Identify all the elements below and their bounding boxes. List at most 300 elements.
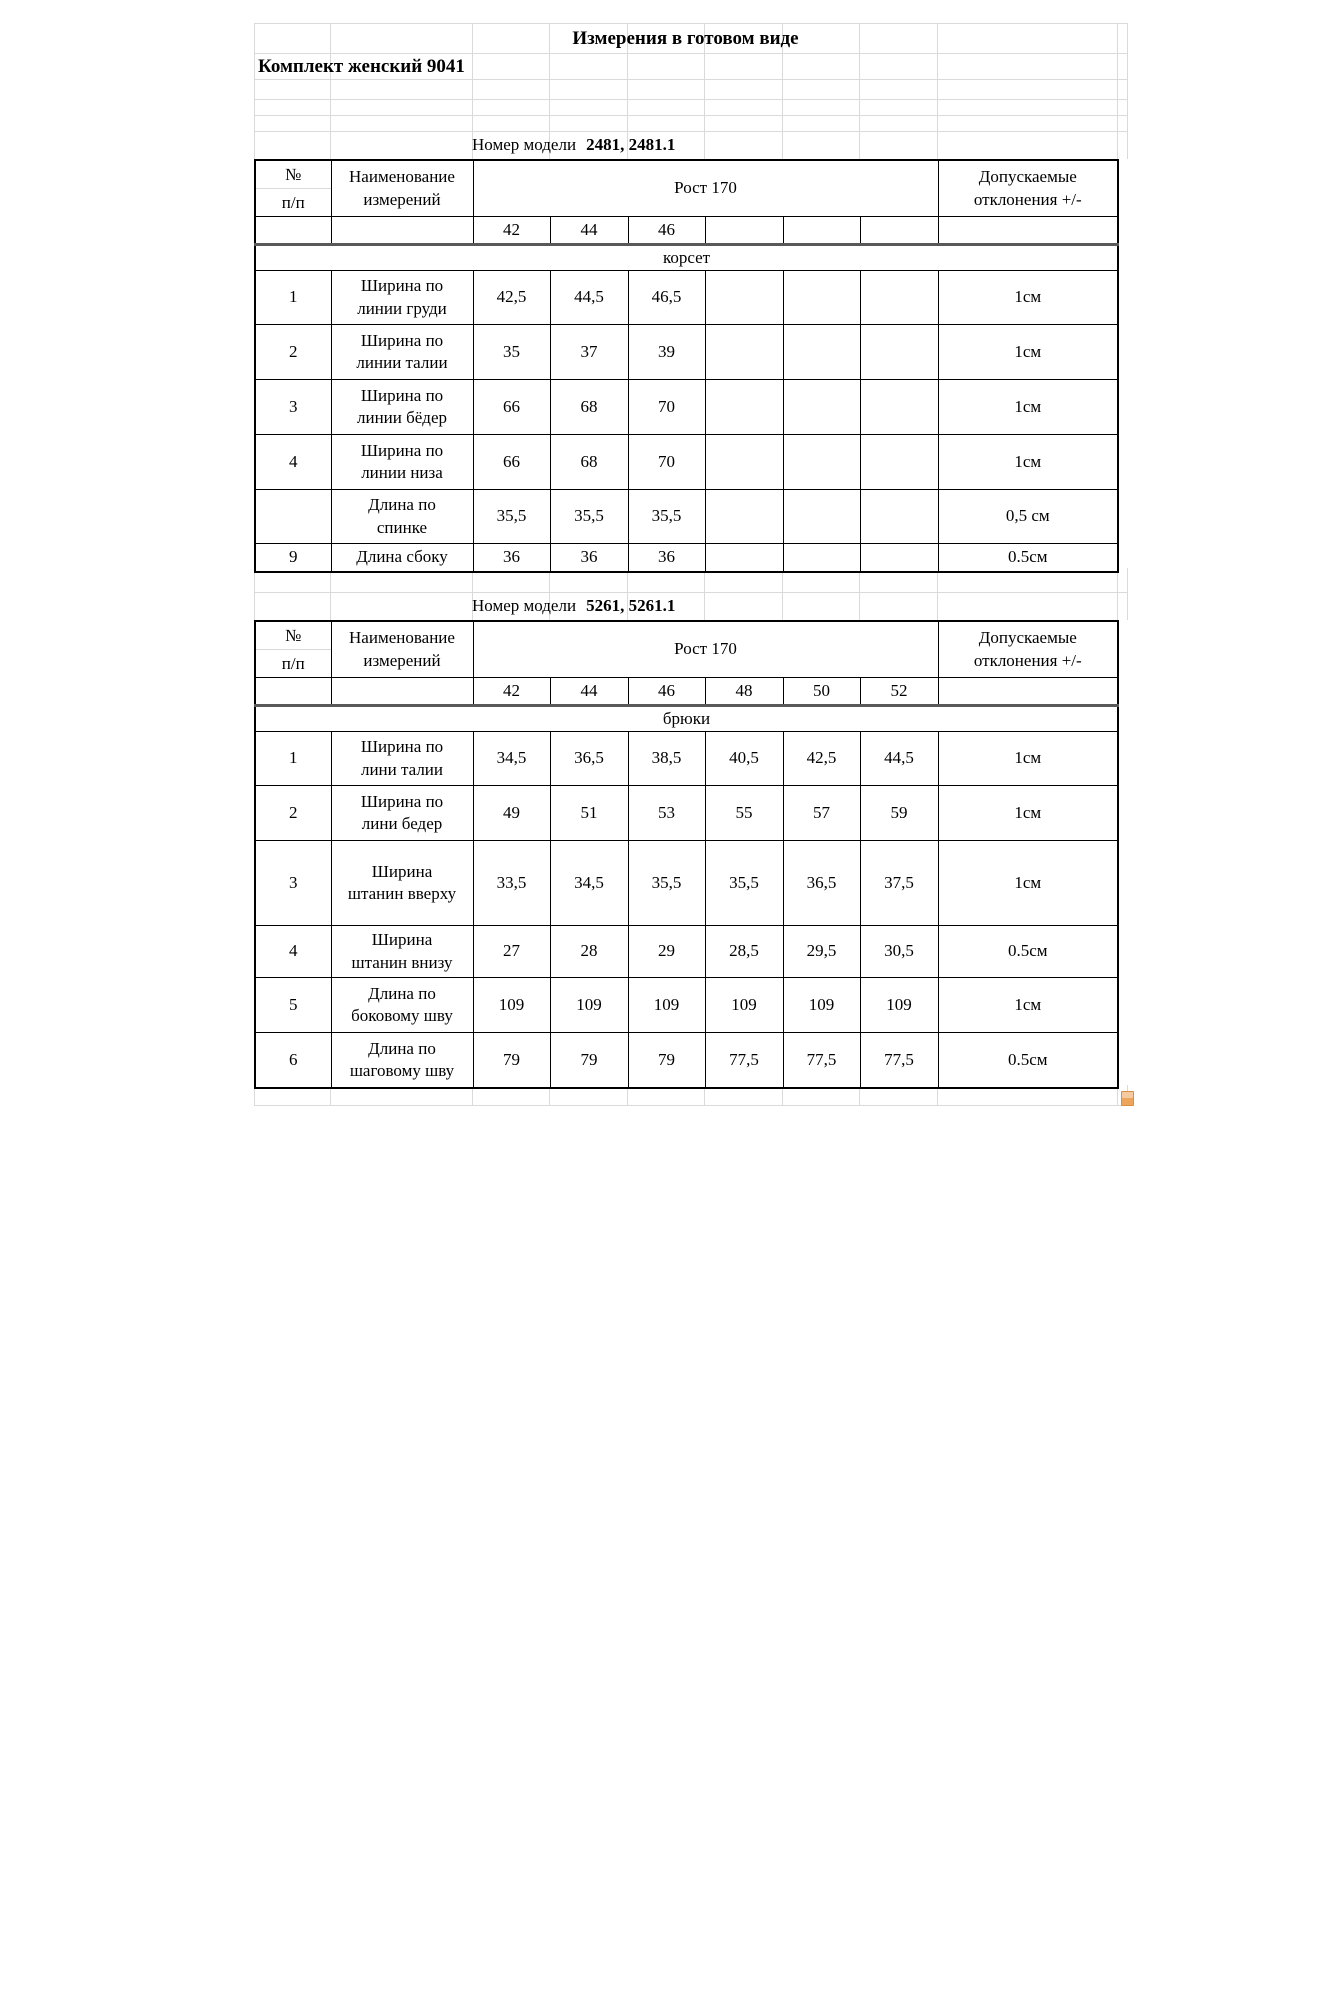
measurement-value-cell[interactable]: [783, 1033, 860, 1088]
measurement-value-cell-text: 39: [658, 341, 675, 361]
measurement-value-cell[interactable]: [860, 435, 938, 490]
grid-line: [937, 568, 938, 620]
measurement-value-cell[interactable]: [705, 380, 783, 435]
grid-line: [254, 79, 1127, 80]
measurement-value-cell[interactable]: [783, 732, 860, 786]
measurement-label-cell-text: штанин внизу: [351, 952, 453, 972]
row-number-cell-text: 4: [289, 941, 298, 961]
measurement-value-cell[interactable]: [860, 978, 938, 1033]
col-header-name-line2: измерений: [363, 189, 441, 209]
size-header-cell[interactable]: [783, 217, 860, 245]
grid-line: [254, 23, 1127, 24]
tolerance-value-cell-text: 1см: [1014, 802, 1042, 822]
measurement-value-cell[interactable]: [628, 732, 705, 786]
col-header-growth[interactable]: Рост 170: [473, 160, 938, 217]
tolerance-value-cell[interactable]: [938, 380, 1118, 435]
measurement-value-cell-text: 35: [503, 341, 520, 361]
measurement-table-corset: [254, 159, 1119, 573]
measurement-value-cell-text: 35,5: [651, 872, 682, 892]
tolerance-value-cell[interactable]: [938, 926, 1118, 978]
measurement-value-cell-text: 77,5: [806, 1049, 837, 1069]
row-number-cell[interactable]: [255, 978, 331, 1033]
measurement-label-cell-text: Ширина по: [360, 276, 444, 296]
table-row: [255, 435, 1118, 490]
measurement-value-cell-text: 34,5: [574, 872, 604, 892]
measurement-value-cell-text: 68: [580, 451, 598, 471]
table-row: [255, 978, 1118, 1033]
empty-cell[interactable]: [255, 678, 331, 706]
section-row: [255, 245, 1118, 271]
measurement-value-cell[interactable]: [473, 841, 550, 926]
tolerance-value-cell[interactable]: [938, 786, 1118, 841]
measurement-value-cell-text: 66: [503, 396, 520, 416]
measurement-value-cell[interactable]: [705, 841, 783, 926]
table-row: [255, 786, 1118, 841]
measurement-value-cell-text: 44,5: [884, 748, 914, 768]
measurement-value-cell[interactable]: [473, 544, 550, 572]
row-number-cell[interactable]: [255, 786, 331, 841]
grid-line: [1127, 568, 1128, 620]
measurement-value-cell[interactable]: [860, 325, 938, 380]
measurement-value-cell[interactable]: [860, 732, 938, 786]
measurement-value-cell[interactable]: [473, 325, 550, 380]
measurement-value-cell-text: 29: [658, 941, 675, 961]
col-header-tolerance[interactable]: [938, 621, 1118, 678]
measurement-value-cell[interactable]: [860, 926, 938, 978]
row-number-cell[interactable]: [255, 841, 331, 926]
measurement-label-cell[interactable]: [331, 978, 473, 1033]
grid-line: [1117, 568, 1118, 620]
measurement-value-cell[interactable]: [860, 786, 938, 841]
grid-line: [704, 568, 705, 620]
measurement-value-cell[interactable]: [550, 380, 628, 435]
empty-cell[interactable]: [331, 678, 473, 706]
size-header-cell-text: 50: [813, 680, 830, 700]
tolerance-value-cell[interactable]: [938, 1033, 1118, 1088]
size-header-cell-text: 52: [890, 680, 908, 700]
tolerance-value-cell[interactable]: [938, 435, 1118, 490]
row-number-cell[interactable]: [255, 1033, 331, 1088]
measurement-value-cell[interactable]: [473, 978, 550, 1033]
empty-cell[interactable]: [255, 217, 331, 245]
tolerance-value-cell-text: 1см: [1014, 994, 1042, 1014]
measurement-label-cell-text: линии бёдер: [356, 408, 447, 427]
row-number-cell-text: 2: [289, 341, 298, 361]
row-number-cell-text: 3: [289, 872, 298, 892]
section-row: [255, 706, 1118, 732]
measurement-value-cell-text: 55: [735, 802, 753, 822]
row-number-cell[interactable]: [255, 325, 331, 380]
measurement-value-cell-text: 36,5: [806, 872, 837, 892]
row-number-cell-text: 6: [289, 1049, 298, 1069]
size-header-cell-text: 46: [658, 680, 675, 700]
measurement-value-cell[interactable]: [628, 380, 705, 435]
col-header-tolerance[interactable]: [938, 160, 1118, 217]
table-row: [255, 926, 1118, 978]
measurement-label-cell-text: боковому шву: [351, 1006, 453, 1025]
measurement-value-cell-text: 57: [813, 802, 830, 822]
measurement-label-cell-text: лини талии: [360, 759, 444, 779]
measurement-label-cell[interactable]: [331, 841, 473, 926]
grid-line: [782, 568, 783, 620]
measurement-value-cell[interactable]: [473, 926, 550, 978]
measurement-value-cell-text: 79: [503, 1049, 520, 1069]
grid-line: [254, 592, 1127, 593]
measurement-value-cell-text: 36: [503, 547, 520, 567]
measurement-table-trousers: [254, 620, 1119, 1089]
measurement-value-cell[interactable]: [628, 926, 705, 978]
size-header-cell[interactable]: [705, 678, 783, 706]
measurement-value-cell[interactable]: [783, 786, 860, 841]
model-label: Номер модели: [472, 135, 577, 154]
measurement-value-cell-text: 109: [886, 994, 912, 1014]
measurement-value-cell-text: 66: [503, 451, 520, 471]
col-header-name[interactable]: [331, 621, 473, 678]
measurement-value-cell[interactable]: [628, 325, 705, 380]
measurement-value-cell-text: 70: [658, 396, 675, 416]
measurement-label-cell-text: Длина по: [368, 983, 436, 1003]
size-header-cell[interactable]: [860, 678, 938, 706]
table-row: [255, 732, 1118, 786]
measurement-value-cell[interactable]: [783, 435, 860, 490]
measurement-value-cell[interactable]: [628, 271, 705, 325]
grid-line: [254, 115, 1127, 116]
table-row: [255, 271, 1118, 325]
measurement-value-cell-text: 35,5: [574, 506, 604, 526]
measurement-value-cell[interactable]: [628, 435, 705, 490]
grid-line: [859, 568, 860, 620]
measurement-label-cell-text: Ширина: [371, 930, 433, 950]
object-anchor-icon[interactable]: [1121, 1091, 1134, 1106]
measurement-value-cell-text: 109: [653, 994, 680, 1014]
model-number: 5261, 5261.1: [586, 596, 676, 615]
size-header-cell[interactable]: [473, 678, 550, 706]
col-header-name-line2: измерений: [363, 650, 441, 670]
col-header-num[interactable]: [255, 621, 331, 678]
measurement-label-cell-text: штанин вверху: [347, 884, 457, 903]
measurement-label-cell[interactable]: [331, 271, 473, 325]
measurement-value-cell[interactable]: [860, 380, 938, 435]
size-header-cell[interactable]: [550, 217, 628, 245]
tolerance-value-cell-text: 0.5см: [1008, 1049, 1048, 1069]
measurement-value-cell[interactable]: [860, 1033, 938, 1088]
col-header-tolerance-line2: отклонения +/-: [973, 189, 1082, 209]
grid-line: [254, 99, 1127, 100]
measurement-value-cell[interactable]: [550, 1033, 628, 1088]
measurement-value-cell[interactable]: [550, 732, 628, 786]
table-row: [255, 490, 1118, 544]
col-header-tolerance-line1: Допускаемые: [978, 628, 1077, 648]
section-header-cell[interactable]: корсет: [255, 245, 1118, 271]
measurement-label-cell-text: шаговому шву: [349, 1060, 455, 1080]
measurement-label-cell[interactable]: [331, 380, 473, 435]
measurement-value-cell[interactable]: [473, 732, 550, 786]
measurement-label-cell-text: Ширина по: [360, 330, 444, 350]
measurement-label-cell[interactable]: [331, 926, 473, 978]
col-header-growth[interactable]: Рост 170: [473, 621, 938, 678]
measurement-value-cell[interactable]: [550, 325, 628, 380]
col-header-num-line2: п/п: [281, 193, 305, 212]
measurement-value-cell[interactable]: [783, 544, 860, 572]
model-number-row-2[interactable]: [472, 594, 675, 618]
section-header-cell[interactable]: брюки: [255, 706, 1118, 732]
measurement-value-cell[interactable]: [550, 841, 628, 926]
measurement-value-cell[interactable]: [705, 435, 783, 490]
measurement-value-cell[interactable]: [550, 786, 628, 841]
size-header-cell[interactable]: [628, 217, 705, 245]
size-header-cell-text: 48: [735, 680, 753, 700]
sizes-row: [255, 678, 1118, 706]
measurement-value-cell[interactable]: [550, 490, 628, 544]
size-header-cell-text: 42: [503, 680, 520, 700]
row-number-cell[interactable]: [255, 271, 331, 325]
sheet-title-cell[interactable]: Измерения в готовом виде: [572, 28, 799, 49]
measurement-value-cell[interactable]: [550, 978, 628, 1033]
measurement-value-cell-text: 109: [808, 994, 835, 1014]
header-row: [255, 621, 1118, 678]
size-header-cell[interactable]: [705, 217, 783, 245]
measurement-value-cell-text: 46,5: [651, 287, 682, 307]
tolerance-value-cell-text: 0.5см: [1008, 941, 1048, 961]
tolerance-value-cell-text: 1см: [1014, 396, 1042, 416]
sizes-tolerance-cell[interactable]: [938, 217, 1118, 245]
model-number-row-1[interactable]: [472, 133, 675, 157]
sizes-tolerance-cell[interactable]: [938, 678, 1118, 706]
measurement-label-cell-text: линии груди: [357, 298, 447, 318]
col-header-num[interactable]: [255, 160, 331, 217]
measurement-value-cell-text: 36: [658, 547, 675, 567]
measurement-label-cell-text: линии низа: [361, 463, 443, 482]
measurement-value-cell[interactable]: [705, 786, 783, 841]
measurement-label-cell-text: Длина по: [368, 1038, 436, 1058]
size-header-cell-text: 42: [503, 219, 520, 239]
size-header-cell[interactable]: [783, 678, 860, 706]
measurement-value-cell[interactable]: [783, 978, 860, 1033]
row-number-cell-text: 3: [289, 396, 298, 416]
row-number-cell[interactable]: [255, 490, 331, 544]
measurement-value-cell[interactable]: [705, 271, 783, 325]
measurement-label-cell-text: Ширина по: [360, 791, 444, 811]
measurement-value-cell[interactable]: [473, 435, 550, 490]
measurement-value-cell-text: 51: [580, 802, 598, 822]
measurement-value-cell-text: 42,5: [806, 748, 837, 768]
model-number: 2481, 2481.1: [586, 135, 676, 154]
measurement-label-cell-text: Длина сбоку: [356, 547, 448, 567]
measurement-value-cell-text: 77,5: [729, 1049, 759, 1069]
measurement-label-cell[interactable]: [331, 1033, 473, 1088]
col-header-tolerance-line1: Допускаемые: [978, 167, 1077, 187]
measurement-value-cell[interactable]: [705, 325, 783, 380]
measurement-label-cell[interactable]: [331, 544, 473, 572]
grid-line: [254, 131, 1127, 132]
measurement-value-cell-text: 34,5: [496, 748, 527, 768]
sizes-row: [255, 217, 1118, 245]
measurement-value-cell-text: 35,5: [496, 506, 527, 526]
measurement-value-cell[interactable]: [860, 490, 938, 544]
measurement-value-cell[interactable]: [705, 1033, 783, 1088]
row-number-cell[interactable]: [255, 926, 331, 978]
measurement-value-cell-text: 109: [576, 994, 602, 1014]
tolerance-value-cell-text: 1см: [1014, 341, 1042, 361]
grid-line: [254, 568, 255, 620]
measurement-value-cell[interactable]: [705, 926, 783, 978]
measurement-value-cell-text: 28: [580, 941, 598, 961]
measurement-value-cell-text: 109: [498, 994, 525, 1014]
measurement-label-cell-text: Ширина по: [360, 385, 444, 405]
grid-line: [1117, 23, 1118, 159]
measurement-value-cell[interactable]: [628, 841, 705, 926]
measurement-value-cell[interactable]: [705, 490, 783, 544]
tolerance-value-cell[interactable]: [938, 271, 1118, 325]
measurement-value-cell-text: 35,5: [729, 872, 759, 892]
tolerance-value-cell-text: 1см: [1014, 287, 1042, 307]
measurement-value-cell-text: 70: [658, 451, 675, 471]
row-number-cell[interactable]: [255, 380, 331, 435]
row-number-cell-text: 4: [289, 451, 298, 471]
measurement-value-cell-text: 40,5: [729, 748, 759, 768]
measurement-value-cell-text: 77,5: [884, 1049, 914, 1069]
tolerance-value-cell[interactable]: [938, 841, 1118, 926]
col-header-num-line1: №: [256, 622, 331, 650]
size-header-cell[interactable]: [473, 217, 550, 245]
measurement-value-cell[interactable]: [473, 786, 550, 841]
measurement-value-cell-text: 36,5: [574, 748, 604, 768]
measurement-value-cell[interactable]: [628, 1033, 705, 1088]
measurement-value-cell-text: 36: [580, 547, 598, 567]
measurement-value-cell[interactable]: [473, 490, 550, 544]
size-header-cell-text: 46: [658, 219, 675, 239]
measurement-value-cell[interactable]: [628, 490, 705, 544]
product-name-cell[interactable]: Комплект женский 9041: [258, 56, 465, 77]
measurement-value-cell[interactable]: [628, 544, 705, 572]
grid-line: [254, 1105, 1127, 1106]
size-header-cell[interactable]: [628, 678, 705, 706]
grid-line: [330, 568, 331, 620]
model-label: Номер модели: [472, 596, 577, 615]
tolerance-value-cell[interactable]: [938, 490, 1118, 544]
tolerance-value-cell-text: 0,5 см: [1005, 506, 1050, 526]
measurement-value-cell[interactable]: [860, 544, 938, 572]
measurement-value-cell-text: 35,5: [651, 506, 682, 526]
measurement-label-cell[interactable]: [331, 435, 473, 490]
measurement-value-cell[interactable]: [783, 841, 860, 926]
measurement-value-cell[interactable]: [783, 325, 860, 380]
row-number-cell[interactable]: [255, 435, 331, 490]
measurement-value-cell[interactable]: [860, 271, 938, 325]
header-row: [255, 160, 1118, 217]
measurement-value-cell[interactable]: [550, 926, 628, 978]
measurement-label-cell-text: лини бедер: [361, 814, 443, 833]
tolerance-value-cell[interactable]: [938, 544, 1118, 572]
measurement-value-cell-text: 28,5: [729, 941, 759, 961]
measurement-label-cell-text: Длина по: [368, 495, 436, 515]
measurement-value-cell[interactable]: [783, 926, 860, 978]
measurement-value-cell[interactable]: [473, 380, 550, 435]
col-header-name[interactable]: [331, 160, 473, 217]
size-header-cell[interactable]: [550, 678, 628, 706]
table-row: [255, 1033, 1118, 1088]
measurement-value-cell[interactable]: [550, 435, 628, 490]
measurement-value-cell-text: 33,5: [496, 872, 527, 892]
measurement-value-cell-text: 59: [890, 802, 908, 822]
table-row: [255, 325, 1118, 380]
measurement-label-cell-text: Ширина по: [360, 440, 444, 460]
col-header-tolerance-line2: отклонения +/-: [973, 650, 1082, 670]
col-header-name-line1: Наименование: [349, 167, 455, 187]
measurement-value-cell-text: 53: [658, 802, 675, 822]
measurement-value-cell[interactable]: [473, 1033, 550, 1088]
col-header-name-line1: Наименование: [349, 628, 455, 648]
measurement-value-cell-text: 68: [580, 396, 598, 416]
size-header-cell[interactable]: [860, 217, 938, 245]
measurement-value-cell[interactable]: [783, 490, 860, 544]
row-number-cell[interactable]: [255, 732, 331, 786]
col-header-num-line2: п/п: [281, 654, 305, 673]
tolerance-value-cell[interactable]: [938, 325, 1118, 380]
measurement-value-cell-text: 79: [580, 1049, 598, 1069]
measurement-label-cell[interactable]: [331, 325, 473, 380]
measurement-value-cell[interactable]: [473, 271, 550, 325]
measurement-value-cell[interactable]: [550, 544, 628, 572]
measurement-value-cell-text: 29,5: [806, 941, 837, 961]
measurement-label-cell-text: Ширина по: [360, 737, 444, 757]
measurement-label-cell-text: Ширина: [371, 861, 433, 881]
measurement-label-cell[interactable]: [331, 490, 473, 544]
measurement-value-cell-text: 37,5: [884, 872, 914, 892]
row-number-cell-text: 1: [289, 287, 298, 307]
tolerance-value-cell[interactable]: [938, 978, 1118, 1033]
measurement-value-cell[interactable]: [705, 978, 783, 1033]
col-header-num-line1: №: [256, 161, 331, 189]
row-number-cell[interactable]: [255, 544, 331, 572]
measurement-value-cell-text: 49: [503, 802, 520, 822]
measurement-value-cell[interactable]: [628, 978, 705, 1033]
size-header-cell-text: 44: [580, 219, 598, 239]
row-number-cell-text: 5: [289, 994, 298, 1014]
measurement-value-cell[interactable]: [783, 380, 860, 435]
measurement-value-cell-text: 42,5: [496, 287, 527, 307]
row-number-cell-text: 9: [289, 547, 298, 567]
measurement-value-cell-text: 30,5: [884, 941, 914, 961]
empty-cell[interactable]: [331, 217, 473, 245]
tolerance-value-cell-text: 1см: [1014, 748, 1042, 768]
measurement-value-cell[interactable]: [628, 786, 705, 841]
grid-line: [1127, 23, 1128, 159]
grid-line: [254, 53, 1127, 54]
measurement-value-cell[interactable]: [550, 271, 628, 325]
tolerance-value-cell-text: 1см: [1014, 872, 1042, 892]
measurement-value-cell-text: 38,5: [651, 748, 682, 768]
row-number-cell-text: 1: [289, 748, 298, 768]
measurement-label-cell[interactable]: [331, 786, 473, 841]
measurement-label-cell[interactable]: [331, 732, 473, 786]
measurement-label-cell-text: линии талии: [356, 353, 448, 372]
measurement-label-cell-text: спинке: [376, 517, 428, 537]
measurement-value-cell-text: 44,5: [574, 287, 604, 307]
tolerance-value-cell-text: 1см: [1014, 451, 1042, 471]
row-number-cell-text: 2: [289, 802, 298, 822]
measurement-value-cell-text: 37: [580, 341, 598, 361]
measurement-value-cell[interactable]: [705, 544, 783, 572]
measurement-value-cell-text: 79: [658, 1049, 675, 1069]
measurement-value-cell-text: 27: [503, 941, 520, 961]
tolerance-value-cell[interactable]: [938, 732, 1118, 786]
measurement-value-cell[interactable]: [783, 271, 860, 325]
table-row: [255, 544, 1118, 572]
measurement-value-cell[interactable]: [705, 732, 783, 786]
size-header-cell-text: 44: [580, 680, 598, 700]
measurement-value-cell[interactable]: [860, 841, 938, 926]
